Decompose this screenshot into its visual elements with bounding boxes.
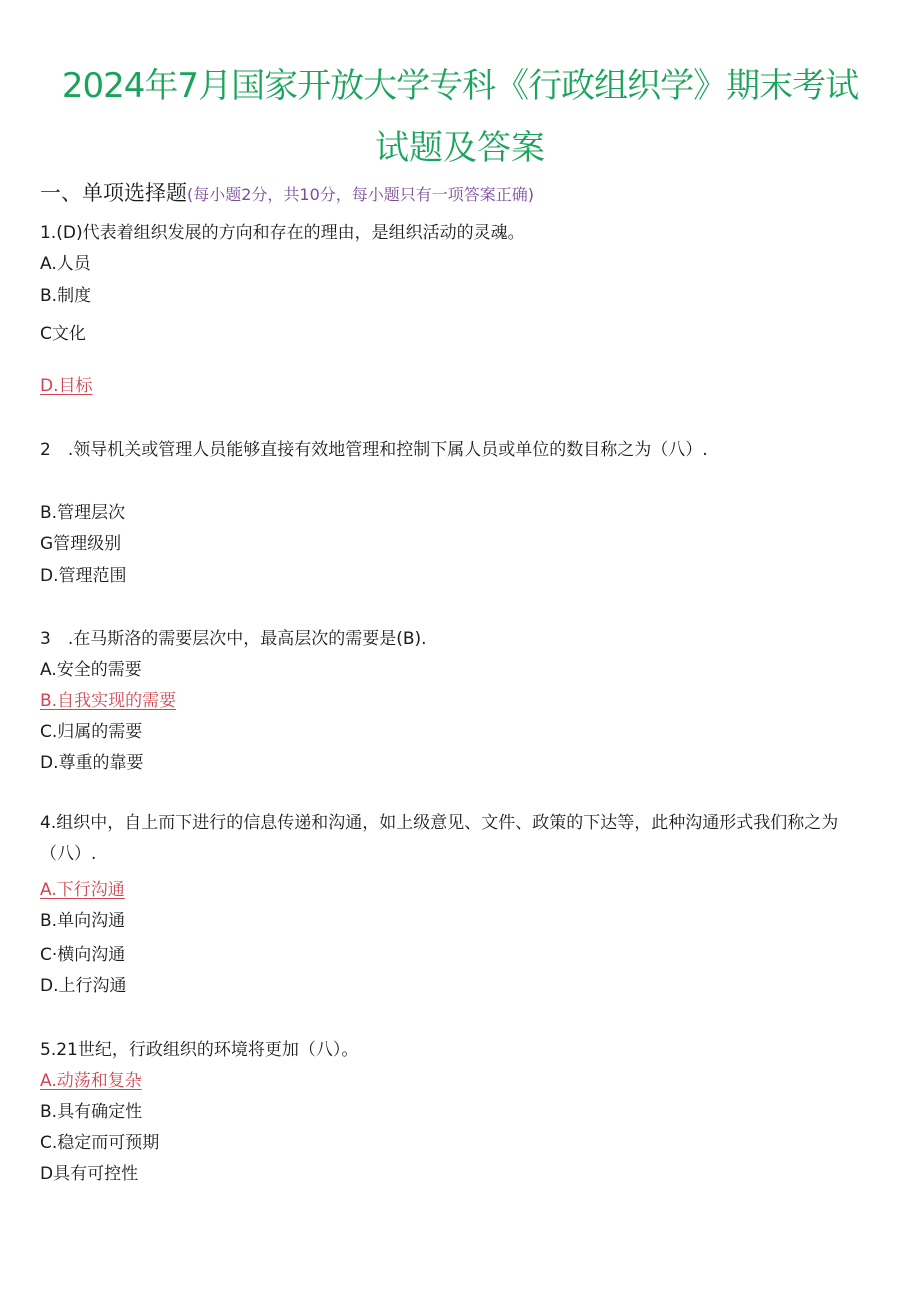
question-stem: 5.21世纪，行政组织的环境将更加（八）。 xyxy=(40,1040,359,1060)
question-stem: 3 .在马斯洛的需要层次中，最高层次的需要是(B). xyxy=(40,629,427,649)
page-title: 2024年7月国家开放大学专科《行政组织学》期末考试 xyxy=(61,66,859,106)
question-option: C.归属的需要 xyxy=(40,722,143,742)
question-option: B.单向沟通 xyxy=(40,911,126,931)
question-option: D.管理范围 xyxy=(40,566,127,586)
question-option: A.安全的需要 xyxy=(40,660,142,680)
question-option: D具有可控性 xyxy=(40,1164,139,1184)
question-option: C文化 xyxy=(40,324,86,344)
question-option: B.具有确定性 xyxy=(40,1102,143,1122)
question-stem: 1.(D)代表着组织发展的方向和存在的理由，是组织活动的灵魂。 xyxy=(40,223,525,243)
question-option: D.尊重的靠要 xyxy=(40,753,144,773)
section-heading-note: (每小题2分，共10分，每小题只有一项答案正确) xyxy=(187,185,535,204)
question-option: B.制度 xyxy=(40,286,92,306)
section-heading xyxy=(40,177,534,207)
page-subtitle: 试题及答案 xyxy=(375,128,545,168)
question-option: C·横向沟通 xyxy=(40,945,126,965)
question-stem: 2 .领导机关或管理人员能够直接有效地管理和控制下属人员或单位的数目称之为（八）. xyxy=(40,440,708,460)
question-option: D.上行沟通 xyxy=(40,976,127,996)
question-option: A.人员 xyxy=(40,254,91,274)
question-stem: 4.组织中，自上而下进行的信息传递和沟通，如上级意见、文件、政策的下达等，此种沟通形式我们称之为（八）. xyxy=(40,813,839,864)
question-option-answer: D.目标 xyxy=(40,376,93,396)
question-option-answer: A.动荡和复杂 xyxy=(40,1071,142,1091)
question-option: G管理级别 xyxy=(40,534,122,554)
question-option: B.管理层次 xyxy=(40,503,126,523)
question-option: C.稳定而可预期 xyxy=(40,1133,160,1153)
question-option-answer: A.下行沟通 xyxy=(40,880,125,900)
section-heading-text: 一、单项选择题 xyxy=(40,181,187,205)
question-option-answer: B.自我实现的需要 xyxy=(40,691,177,711)
